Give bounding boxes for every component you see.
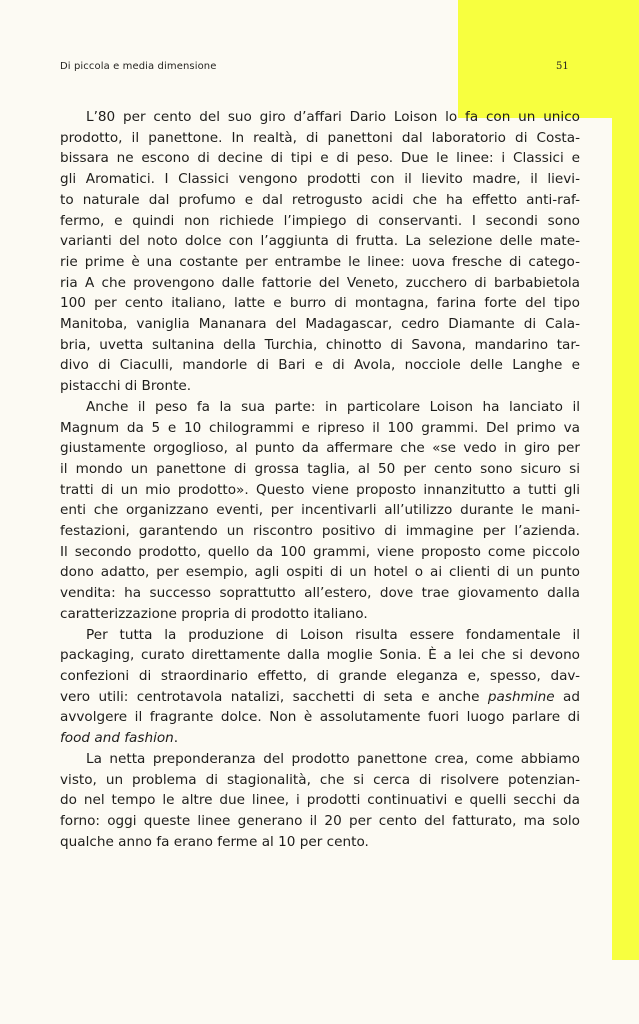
paragraph-3 (60, 625, 580, 749)
page-number: 51 (556, 61, 569, 72)
text-line: bria, uvetta sultanina della Turchia, chinotto di Savona, mandarino tar- (60, 336, 580, 353)
text-line: Magnum da 5 e 10 chilogrammi e ripreso il 100 grammi. Del primo va (60, 419, 580, 436)
text-line: rie prime è una costante per entrambe le linee: uova fresche di catego- (60, 253, 580, 270)
text-line: Per tutta la produzione di Loison risulta essere fondamentale il (86, 626, 580, 643)
text-line: divo di Ciaculli, mandorle di Bari e di Avola, nocciole delle Langhe e (60, 357, 580, 374)
text-line: Il secondo prodotto, quello da 100 grammi, viene proposto come piccolo (60, 543, 580, 560)
text-line: prodotto, il panettone. In realtà, di panettoni dal laboratorio di Costa- (60, 129, 580, 146)
text-line: La netta preponderanza del prodotto panettone crea, come abbiamo (86, 750, 580, 767)
text-line: Manitoba, vaniglia Mananara del Madagascar, cedro Diamante di Cala- (60, 316, 580, 333)
text-line: to naturale dal profumo e dal retrogusto acidi che ha effetto anti-raf- (60, 191, 580, 208)
text-line: L’80 per cento del suo giro d’affari Dario Loison lo fa con un unico (86, 109, 580, 125)
text-line: vendita: ha successo soprattutto all’estero, dove trae giovamento dalla (60, 585, 580, 602)
italic-term-pashmine: pashmine (487, 688, 555, 705)
text-line: caratterizzazione propria di prodotto italiano. (60, 605, 368, 622)
text-line: avvolgere il fragrante dolce. Non è assolutamente fuori luogo parlare di (60, 709, 580, 726)
text-line: confezioni di straordinario effetto, di grande eleganza e, spesso, dav- (60, 667, 580, 684)
paragraph-1 (60, 107, 580, 397)
paragraph-4 (60, 749, 580, 853)
highlighter-mark-right-margin (612, 0, 639, 960)
text-line: 100 per cento italiano, latte e burro di montagna, farina forte del tipo (60, 295, 580, 312)
italic-term-food-and-fashion: food and fashion (60, 730, 174, 747)
text-line: enti che organizzano eventi, per incentivarli all’utilizzo durante le mani- (60, 502, 580, 519)
text-line: festazioni, garantendo un riscontro positivo di immagine per l’azienda. (60, 523, 580, 540)
text-line: dono adatto, per esempio, agli ospiti di un hotel o ai clienti di un punto (60, 564, 580, 581)
text-line: food and fashion. (60, 730, 179, 747)
text-line: qualche anno fa erano ferme al 10 per cento. (60, 833, 369, 850)
text-line: giustamente orgoglioso, al punto da affermare che «se vedo in giro per (60, 440, 580, 457)
paragraph-2 (60, 397, 580, 625)
text-line: ria A che provengono dalle fattorie del Veneto, zucchero di barbabietola (60, 274, 580, 291)
text-line: do nel tempo le altre due linee, i prodotti continuativi e quelli secchi da (60, 792, 580, 809)
text-line: fermo, e quindi non richiede l’impiego di conservanti. I secondi sono (60, 212, 580, 229)
text-line: pistacchi di Bronte. (60, 378, 192, 395)
running-head: Di piccola e media dimensione (60, 61, 217, 72)
text-line: bissara ne escono di decine di tipi e di peso. Due le linee: i Classici e (60, 150, 580, 167)
text-line: gli Aromatici. I Classici vengono prodotti con il lievito madre, il lievi- (60, 171, 580, 188)
text-line: Anche il peso fa la sua parte: in particolare Loison ha lanciato il (86, 398, 580, 415)
text-line: visto, un problema di stagionalità, che si cerca di risolvere potenzian- (60, 771, 580, 788)
text-line: il mondo un panettone di grossa taglia, al 50 per cento sono sicuro si (60, 460, 580, 477)
text-line: forno: oggi queste linee generano il 20 per cento del fatturato, ma solo (60, 812, 580, 829)
text-line: varianti del noto dolce con l’aggiunta di frutta. La selezione delle mate- (60, 233, 580, 250)
body-text (60, 107, 580, 852)
text-line: tratti di un mio prodotto». Questo viene proposto innanzitutto a tutti gli (60, 481, 580, 498)
text-line: packaging, curato direttamente dalla moglie Sonia. È a lei che si devono (60, 647, 580, 664)
text-line: vero utili: centrotavola natalizi, sacchetti di seta e anche pashmine ad (60, 688, 580, 705)
